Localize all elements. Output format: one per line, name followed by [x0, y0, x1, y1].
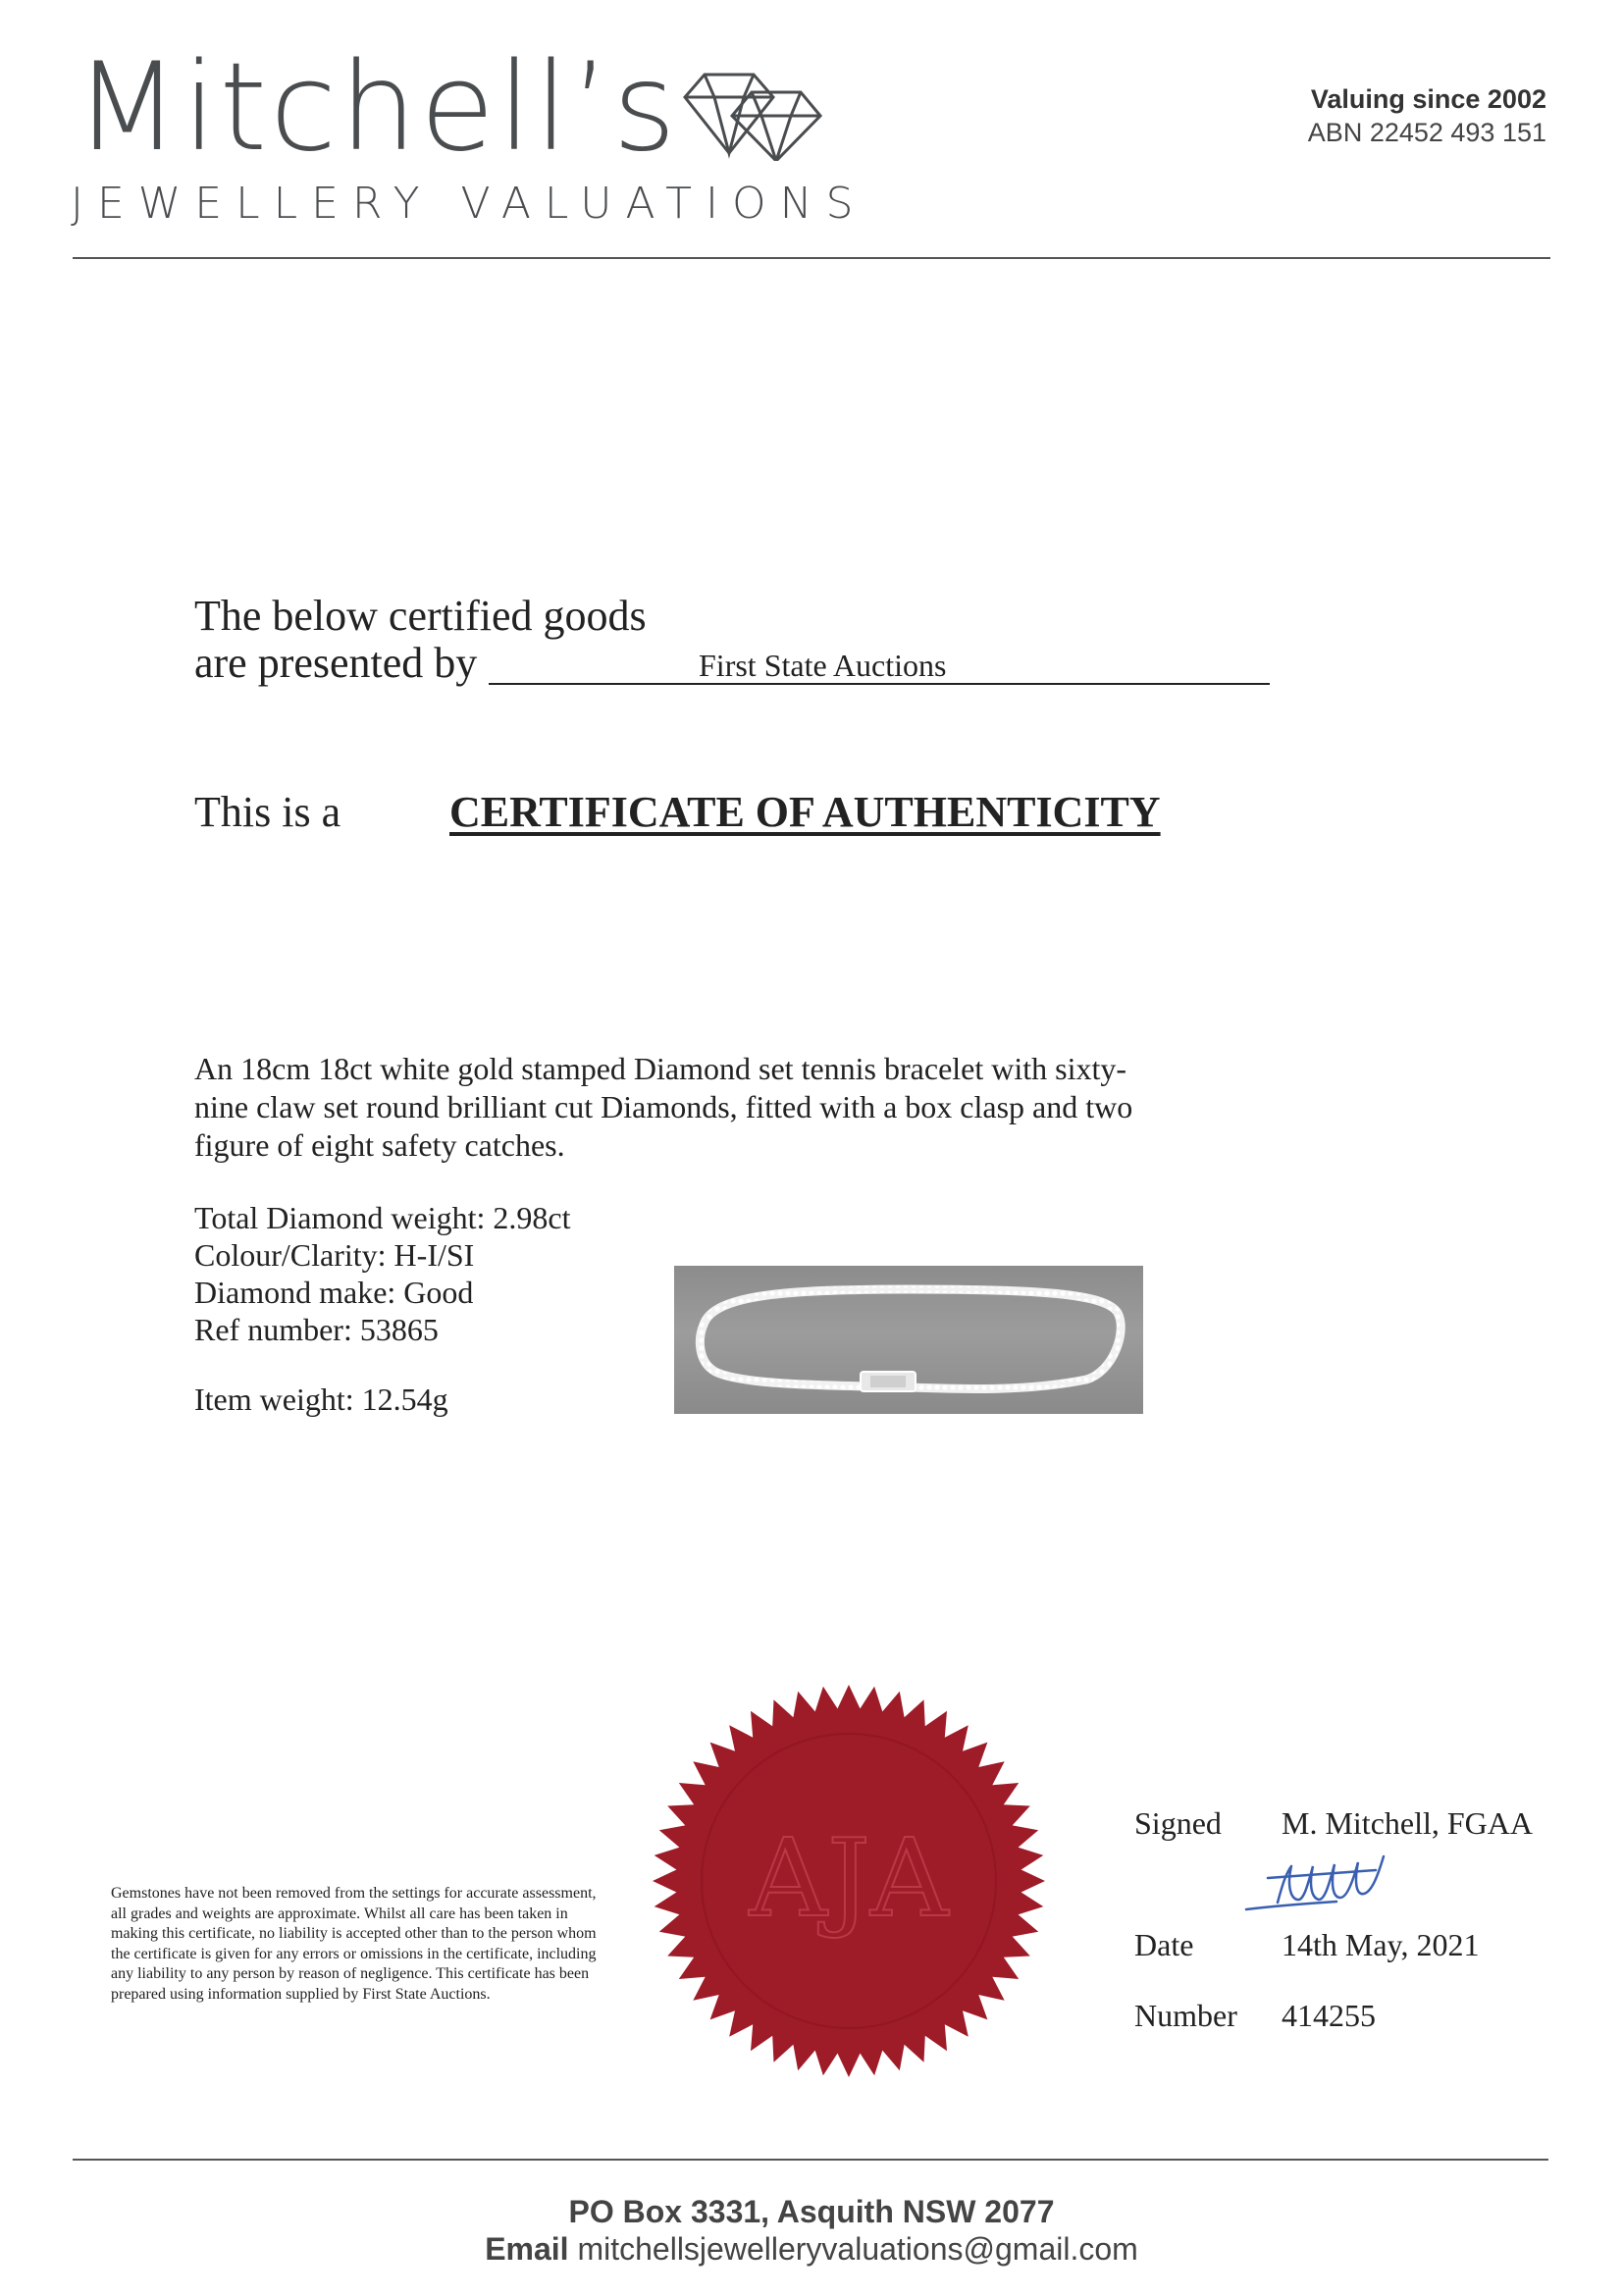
disclaimer-text: Gemstones have not been removed from the settings for accurate assessment, all grades and weights are approximate. Whilst all care has been taken in making this certificate, no liability is accepted other than to the person whom the certificate is given for any errors or omissions in the certificate, including any liability to any person by reason of negligence. This certificate has been prepared using information supplied by First State Auctions.: [111, 1885, 597, 2003]
brand-subtitle: JEWELLERY VALUATIONS: [71, 179, 867, 229]
handwritten-signature: [1238, 1849, 1454, 1917]
presented-statement: [194, 593, 647, 687]
signed-label: Signed: [1134, 1805, 1222, 1841]
spec-diamond-make: Diamond make: Good: [194, 1275, 474, 1310]
abn-number: ABN 22452 493 151: [1307, 118, 1546, 147]
signer-name: M. Mitchell, FGAA: [1282, 1805, 1533, 1841]
footer-divider: [73, 2159, 1548, 2161]
seal-embossed-text: AJA: [749, 1815, 949, 1941]
header-divider: [73, 257, 1550, 259]
presented-line-2: are presented by: [194, 639, 478, 687]
email-label: Email: [485, 2231, 569, 2267]
item-description: An 18cm 18ct white gold stamped Diamond set tennis bracelet with sixty-nine claw set round brilliant cut Diamonds, fitted with a box clasp and two figure of eight safety catches.: [194, 1051, 1133, 1163]
footer-email-line: [0, 2231, 1623, 2268]
spec-total-diamond-weight: Total Diamond weight: 2.98ct: [194, 1200, 571, 1235]
spec-ref-number: Ref number: 53865: [194, 1312, 439, 1347]
date-label: Date: [1134, 1927, 1194, 1962]
certificate-prefix: This is a: [194, 788, 341, 836]
item-weight: Item weight: 12.54g: [194, 1382, 448, 1417]
bracelet-photo: [674, 1266, 1143, 1414]
brand-name: Mitchell’s: [75, 37, 680, 179]
email-address[interactable]: mitchellsjewelleryvaluations@gmail.com: [577, 2231, 1138, 2267]
certificate-title: CERTIFICATE OF AUTHENTICITY: [449, 788, 1161, 836]
presenter-name: First State Auctions: [699, 648, 947, 683]
bracelet-icon: [674, 1266, 1143, 1414]
number-label: Number: [1134, 1998, 1237, 2033]
red-wax-seal-icon: [648, 1680, 1050, 2082]
company-info: [1308, 82, 1546, 149]
certificate-number: 414255: [1282, 1998, 1376, 2033]
diamond-outline-icon: [636, 53, 822, 161]
footer-address: PO Box 3331, Asquith NSW 2077: [568, 2194, 1055, 2229]
certificate-date: 14th May, 2021: [1282, 1927, 1480, 1962]
valuing-since: Valuing since 2002: [1310, 84, 1546, 114]
spec-colour-clarity: Colour/Clarity: H-I/SI: [194, 1237, 475, 1273]
presented-line-1: The below certified goods: [194, 592, 647, 640]
item-specs: [194, 1199, 570, 1348]
